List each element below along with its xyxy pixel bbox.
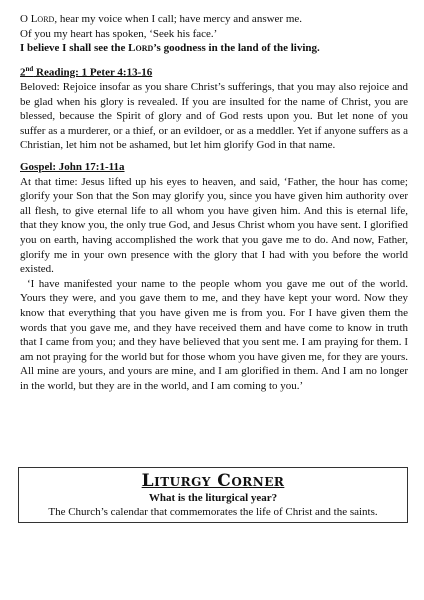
gospel-paragraph-2: ‘I have manifested your name to the people whom you gave me out of the world. Yours they were, and you gave them to me, and they have kept your word. Now they know that everything that you have given me is from you. For I have given them the words that you gave me, and they have received them and have come to know in truth that I came from you; and they have believed that you sent me. I am praying for them. I am not praying for the world but for those whom you have given me, for they are yours. All mine are yours, and yours are mine, and I am glorified in them. And I am no longer in the world, but they are in the world, and I am coming to you.’ xyxy=(20,277,408,392)
liturgy-corner-answer: The Church’s calendar that commemorates the life of Christ and the saints. xyxy=(48,506,378,518)
psalm-line-2: Of you my heart has spoken, ‘Seek his face.’ xyxy=(20,27,218,40)
heading-text: Reading: 1 Peter 4:13-16 xyxy=(33,66,153,79)
psalm-response xyxy=(20,41,408,56)
response-text: ’s goodness in the land of the living. xyxy=(153,42,320,55)
lord-small-caps: Lord xyxy=(30,13,55,25)
second-reading-text: Beloved: Rejoice insofar as you share Christ’s sufferings, that you may also rejoice and be glad when his glory is revealed. If you are insulted for the name of Christ, you are blessed, because the Spirit of glory and of God rests upon you. But let none of you suffer as a murderer, or a thief, or an evildoer, or as a meddler. Yet if anyone suffers as a Christian, let him not be ashamed, but let him glorify God in that name. xyxy=(20,81,408,152)
heading-ordinal: nd xyxy=(25,64,34,73)
response-text: I believe I shall see the xyxy=(20,42,129,55)
gospel-heading: Gospel: John 17:1-11a xyxy=(20,161,125,173)
second-reading-heading xyxy=(20,62,408,80)
liturgy-corner-box xyxy=(18,467,408,523)
lord-small-caps: Lord xyxy=(128,42,154,55)
gospel-paragraph-1: At that time: Jesus lifted up his eyes to heaven, and said, ‘Father, the hour has come; glorify your Son that the Son may glorify you, since you have given him authority over all flesh, to give eternal life to all whom you have given him. And this is eternal life, that they know you, the only true God, and Jesus Christ whom you have sent. I glorified you on earth, having accomplished the work that you gave me to do. And now, Father, glorify me in your own presence with the glory that I had with you before the world existed. xyxy=(20,175,408,276)
liturgy-corner-title: Liturgy Corner xyxy=(141,471,285,491)
heading-number: 2 xyxy=(20,66,26,79)
psalm-line-1 xyxy=(20,12,408,27)
liturgy-corner-question: What is the liturgical year? xyxy=(148,492,278,504)
psalm-text: O xyxy=(20,13,31,25)
readings-column xyxy=(20,12,408,394)
psalm-text: , hear my voice when I call; have mercy and answer me. xyxy=(54,13,303,25)
